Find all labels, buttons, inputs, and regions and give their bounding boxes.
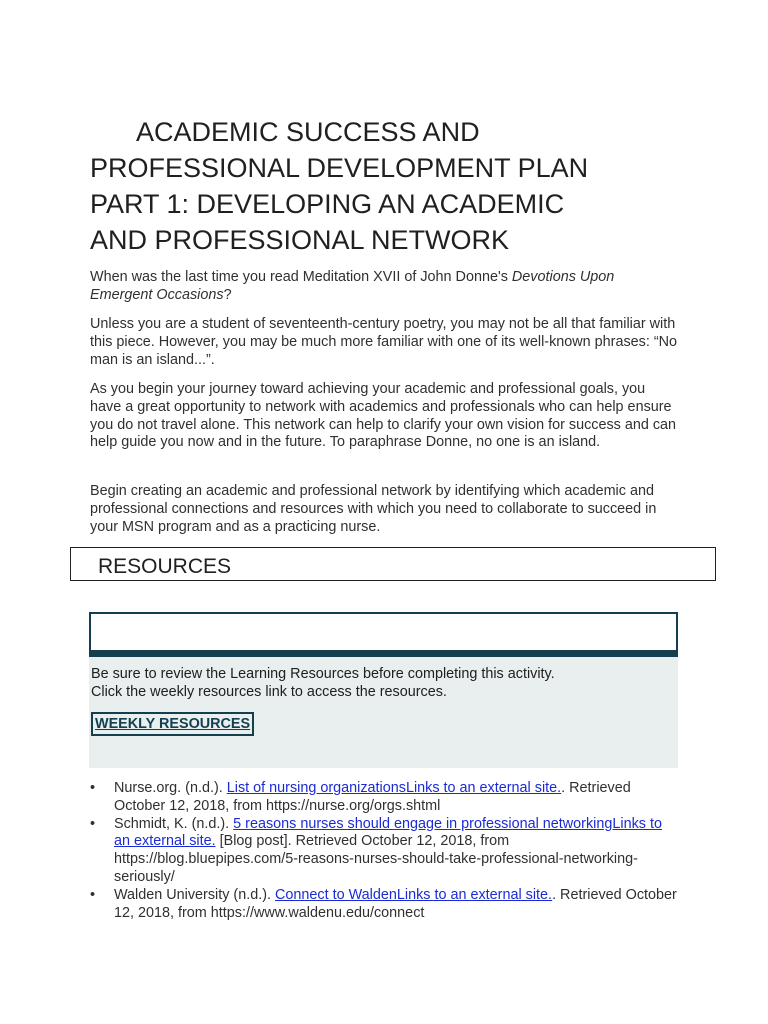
- reference-link[interactable]: 5 reasons nurses should engage in professional networkingLinks to an external site.: [114, 815, 662, 850]
- reference-retrieved: . Retrieved October 12, 2018, from https://nurse.org/orgs.shtml: [114, 780, 631, 814]
- resources-heading: RESOURCES: [98, 555, 232, 578]
- resources-note-line-1: Be sure to review the Learning Resources before completing this activity.: [91, 666, 555, 682]
- reference-source: Schmidt, K. (n.d.).: [114, 815, 234, 832]
- reference-link[interactable]: List of nursing organizationsLinks to an external site.: [226, 780, 562, 796]
- title-line-4: AND PROFESSIONAL NETWORK: [90, 225, 510, 255]
- weekly-resources-button[interactable]: WEEKLY RESOURCES: [91, 712, 254, 736]
- intro-paragraph-3: As you begin your journey toward achieving your academic and professional goals, you have a great opportunity to network with academics and professionals who can help ensure you do not travel alone. This network can help to clarify your own vision for success and can help guide you now and in the future. To paraphrase Donne, no one is an island.: [90, 381, 677, 451]
- resources-note: [91, 665, 671, 701]
- resources-section-header: [70, 547, 716, 581]
- bullet-icon: •: [90, 815, 96, 832]
- bullet-icon: •: [90, 886, 96, 903]
- intro-question-mark: ?: [223, 286, 232, 303]
- reference-item: [90, 780, 680, 816]
- reference-link[interactable]: Connect to WaldenLinks to an external site.: [275, 886, 553, 903]
- reference-item: [90, 816, 680, 887]
- resources-panel-header: [89, 612, 678, 652]
- intro-question: [90, 269, 680, 305]
- reference-source: Walden University (n.d.).: [114, 886, 276, 903]
- intro-paragraph-2: Unless you are a student of seventeenth-century poetry, you may not be all that familiar with this piece. However, you may be much more familiar with one of its well-known phrases: “No man is an island...”.: [90, 316, 678, 368]
- resources-panel-divider: [89, 652, 678, 657]
- intro-paragraph-4: Begin creating an academic and professional network by identifying which academic and professional connections and resources with which you need to collaborate to succeed in your MSN program and as a practicing nurse.: [90, 483, 657, 535]
- reference-list: [90, 780, 680, 922]
- bullet-icon: •: [90, 780, 96, 796]
- resources-note-line-2: Click the weekly resources link to access the resources.: [91, 684, 447, 700]
- title-line-2: PROFESSIONAL DEVELOPMENT PLAN: [90, 153, 589, 183]
- reference-retrieved: [Blog post]. Retrieved October 12, 2018, from https://blog.bluepipes.com/5-reasons-nurses-should-take-professional-networking-seriously/: [114, 833, 638, 885]
- intro-question-text: When was the last time you read Meditation XVII of John Donne's: [90, 269, 512, 285]
- title-line-3: PART 1: DEVELOPING AN ACADEMIC: [90, 189, 565, 219]
- reference-retrieved: . Retrieved October 12, 2018, from https://www.waldenu.edu/connect: [114, 886, 677, 921]
- reference-source: Nurse.org. (n.d.).: [114, 780, 227, 796]
- resources-panel: [89, 612, 678, 768]
- page-title: [90, 114, 690, 258]
- title-line-1: ACADEMIC SUCCESS AND: [136, 117, 480, 147]
- reference-item: [90, 887, 680, 923]
- intro-question-book-title: Devotions Upon Emergent Occasions: [90, 269, 615, 303]
